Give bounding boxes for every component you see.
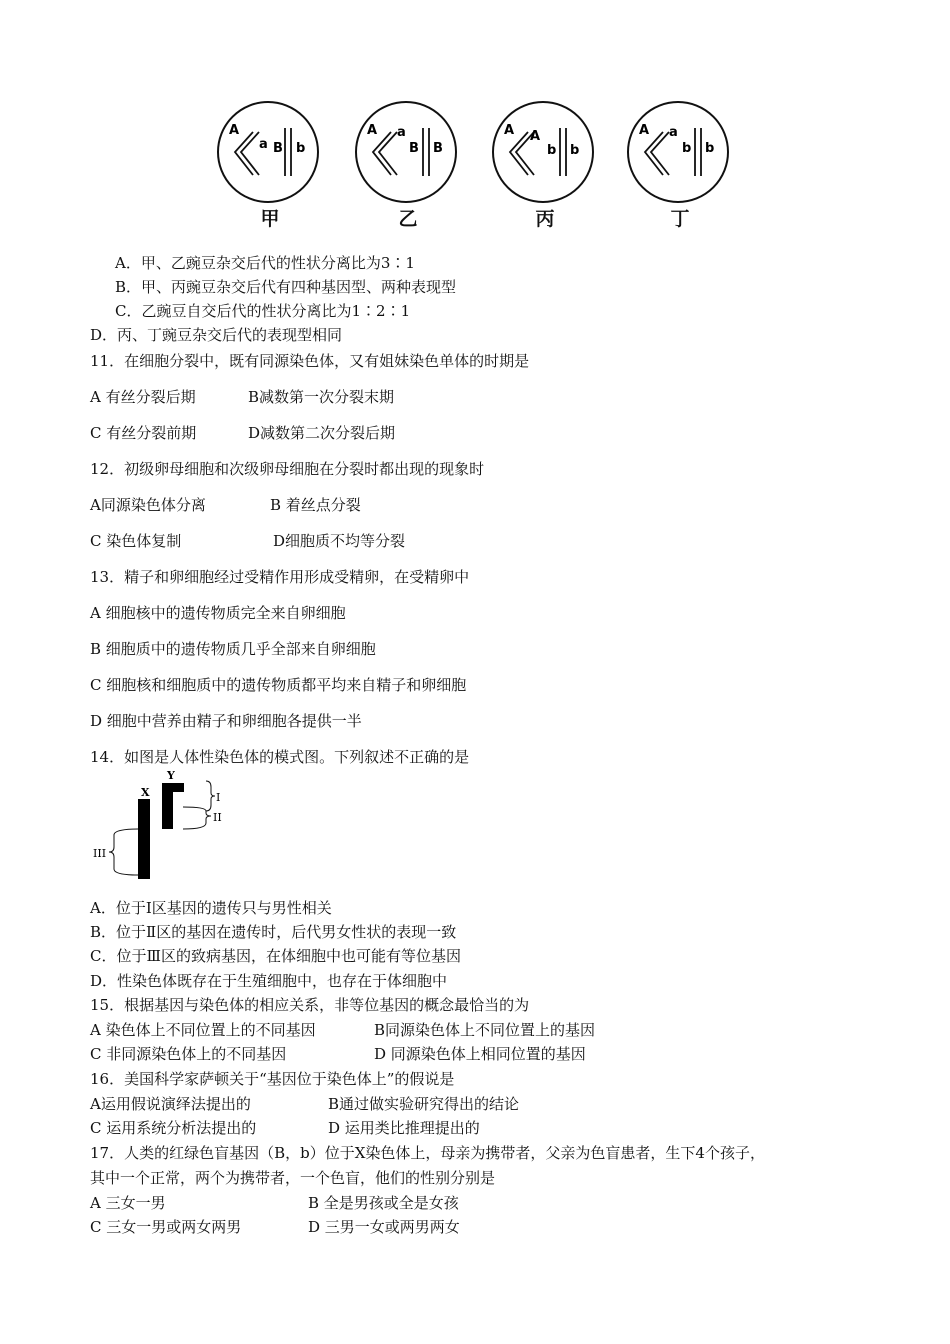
gene-label: B — [433, 141, 443, 156]
cell-jia-diagram — [215, 100, 325, 210]
q14-stem: 14．如图是人体性染色体的模式图。下列叙述不正确的是 — [90, 748, 470, 766]
x-label: X — [141, 786, 150, 799]
q17-option-a: A 三女一男 — [90, 1194, 166, 1212]
q12-option-a: A同源染色体分离 — [90, 496, 206, 514]
q17-option-c: C 三女一男或两女两男 — [90, 1218, 242, 1236]
cell-yi — [353, 100, 463, 240]
q14-option-b: B．位于Ⅱ区的基因在遗传时，后代男女性状的表现一致 — [90, 923, 457, 941]
q16-row2 — [90, 1118, 480, 1138]
q10-option-a: A．甲、乙豌豆杂交后代的性状分离比为3∶1 — [115, 254, 415, 272]
q16-stem: 16．美国科学家萨顿关于“基因位于染色体上”的假说是 — [90, 1070, 455, 1088]
q17-option-d: D 三男一女或两男两女 — [308, 1218, 460, 1236]
q13-option-b: B 细胞质中的遗传物质几乎全部来自卵细胞 — [90, 640, 376, 658]
q16-option-d: D 运用类比推理提出的 — [328, 1119, 480, 1137]
sex-chromosome-svg — [90, 765, 250, 885]
region-label-1: I — [216, 791, 221, 804]
q12-option-c: C 染色体复制 — [90, 532, 182, 550]
gene-label: A — [504, 123, 515, 138]
cell-jia — [215, 100, 325, 240]
gene-label: b — [705, 141, 715, 156]
q14-option-c: C．位于Ⅲ区的致病基因，在体细胞中也可能有等位基因 — [90, 947, 461, 965]
q12-option-b: B 着丝点分裂 — [270, 496, 361, 514]
q14-option-d: D．性染色体既存在于生殖细胞中，也存在于体细胞中 — [90, 972, 448, 990]
q11-stem: 11．在细胞分裂中，既有同源染色体，又有姐妹染色单体的时期是 — [90, 352, 530, 370]
q16-option-a: A运用假说演绎法提出的 — [90, 1095, 251, 1113]
gene-label: b — [570, 143, 580, 158]
q12-stem: 12．初级卵母细胞和次级卵母细胞在分裂时都出现的现象时 — [90, 460, 485, 478]
q12-option-d: D细胞质不均等分裂 — [273, 532, 406, 550]
q15-stem: 15．根据基因与染色体的相应关系，非等位基因的概念最恰当的为 — [90, 996, 530, 1014]
gene-label: b — [547, 143, 557, 158]
q11-row2 — [90, 423, 395, 443]
region-label-3: III — [93, 847, 107, 860]
cell-label: 乙 — [398, 208, 418, 230]
cell-ding-diagram — [625, 100, 735, 210]
gene-label: a — [397, 125, 406, 140]
cell-label: 丁 — [670, 208, 690, 230]
gene-label: A — [530, 129, 541, 144]
q10-option-c: C．乙豌豆自交后代的性状分离比为1∶2∶1 — [115, 302, 411, 320]
q15-option-c: C 非同源染色体上的不同基因 — [90, 1045, 287, 1063]
q15-option-a: A 染色体上不同位置上的不同基因 — [90, 1021, 316, 1039]
y-label: Y — [167, 769, 175, 782]
gene-label: A — [639, 123, 650, 138]
gene-label: a — [669, 125, 678, 140]
q12-row1 — [90, 495, 361, 515]
x-chromosome — [138, 799, 150, 879]
q11-option-a: A 有丝分裂后期 — [90, 388, 196, 406]
q16-row1 — [90, 1094, 519, 1114]
gene-label: B — [409, 141, 419, 156]
q15-option-d: D 同源染色体上相同位置的基因 — [374, 1045, 586, 1063]
q16-option-c: C 运用系统分析法提出的 — [90, 1119, 257, 1137]
gene-label: a — [259, 137, 268, 152]
cell-ding — [625, 100, 735, 240]
q17-row2 — [90, 1217, 460, 1237]
gene-label: b — [682, 141, 692, 156]
gene-label: A — [229, 123, 240, 138]
q11-option-d: D减数第二次分裂后期 — [248, 424, 396, 442]
q11-option-c: C 有丝分裂前期 — [90, 424, 197, 442]
gene-label: b — [296, 141, 306, 156]
q16-option-b: B通过做实验研究得出的结论 — [328, 1095, 520, 1113]
cell-yi-diagram — [353, 100, 463, 210]
gene-label: B — [273, 141, 283, 156]
q17-option-b: B 全是男孩或全是女孩 — [308, 1194, 459, 1212]
cell-bing-diagram — [490, 100, 600, 210]
q12-row2 — [90, 531, 405, 551]
cell-label: 丙 — [535, 208, 555, 230]
sex-chromosome-diagram — [90, 765, 250, 885]
q17-row1 — [90, 1193, 459, 1213]
q11-option-b: B减数第一次分裂末期 — [248, 388, 395, 406]
region-label-2: II — [213, 811, 222, 824]
q13-option-c: C 细胞核和细胞质中的遗传物质都平均来自精子和卵细胞 — [90, 676, 467, 694]
q10-option-b: B．甲、丙豌豆杂交后代有四种基因型、两种表现型 — [115, 278, 457, 296]
q15-option-b: B同源染色体上不同位置上的基因 — [374, 1021, 596, 1039]
q13-option-d: D 细胞中营养由精子和卵细胞各提供一半 — [90, 712, 362, 730]
cell-figure — [215, 100, 755, 240]
cell-label: 甲 — [260, 208, 280, 230]
q15-row1 — [90, 1020, 595, 1040]
gene-label: A — [367, 123, 378, 138]
q17-stem-line1: 17．人类的红绿色盲基因（B，b）位于X染色体上，母亲为携带者，父亲为色盲患者，生下4个孩子， — [90, 1144, 765, 1162]
q15-row2 — [90, 1044, 586, 1064]
q11-row1 — [90, 387, 394, 407]
q13-option-a: A 细胞核中的遗传物质完全来自卵细胞 — [90, 604, 346, 622]
cell-bing — [490, 100, 600, 240]
q10-option-d: D．丙、丁豌豆杂交后代的表现型相同 — [90, 326, 343, 344]
q14-option-a: A．位于Ⅰ区基因的遗传只与男性相关 — [90, 899, 332, 917]
q13-stem: 13．精子和卵细胞经过受精作用形成受精卵，在受精卵中 — [90, 568, 470, 586]
q17-stem-line2: 其中一个正常，两个为携带者，一个色盲，他们的性别分别是 — [90, 1169, 496, 1187]
